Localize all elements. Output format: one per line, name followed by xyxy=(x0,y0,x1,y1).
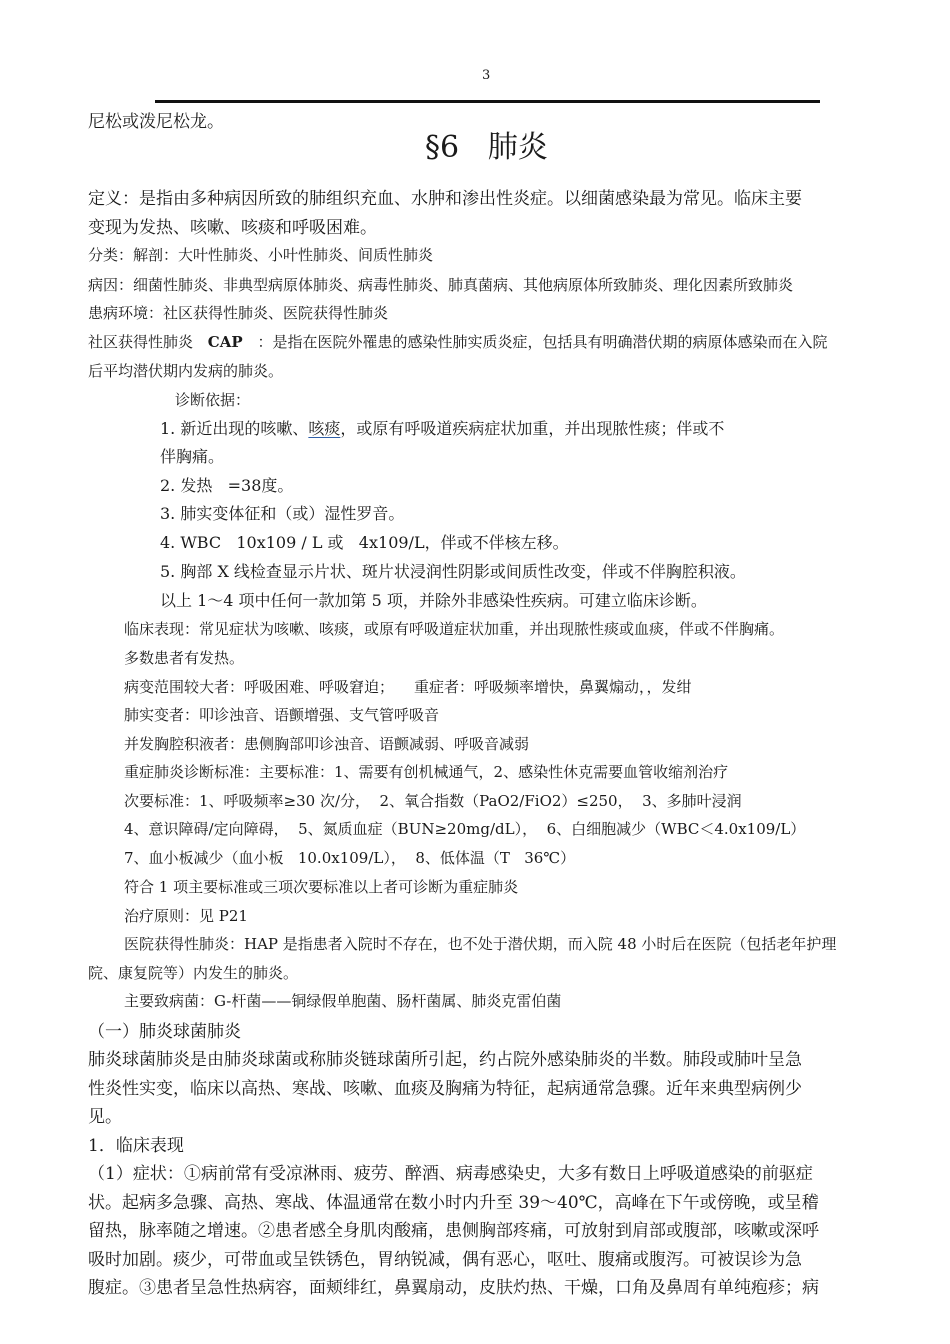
text-line: 治疗原则：见 P21 xyxy=(124,907,248,925)
text-line: 定义：是指由多种病因所致的肺组织充血、水肿和渗出性炎症。以细菌感染最为常见。临床主要 xyxy=(88,189,802,209)
text-line xyxy=(88,331,827,352)
text-line: 院、康复院等）内发生的肺炎。 xyxy=(88,964,299,982)
text-line: （1）症状：①病前常有受凉淋雨、疲劳、醉酒、病毒感染史，大多有数日上呼吸道感染的前驱症 xyxy=(88,1164,813,1184)
text-line: 后平均潜伏期内发病的肺炎。 xyxy=(88,362,284,380)
header-rule xyxy=(155,100,820,103)
text-line xyxy=(160,416,724,439)
text-line: 4、意识障碍/定向障碍， 5、氮质血症（BUN≥20mg/dL）， 6、白细胞减少（WBC＜4.0x109/L） xyxy=(124,820,806,838)
text-line: 并发胸腔积液者：患侧胸部叩诊浊音、语颤减弱、呼吸音减弱 xyxy=(124,735,530,753)
text-span: ：是指在医院外罹患的感染性肺实质炎症，包括具有明确潜伏期的病原体感染而在入院 xyxy=(257,333,828,351)
text-line: 诊断依据： xyxy=(175,391,251,409)
text-line: 见。 xyxy=(88,1107,122,1127)
text-line: 患病环境：社区获得性肺炎、医院获得性肺炎 xyxy=(88,304,389,322)
text-line: 病因：细菌性肺炎、非典型病原体肺炎、病毒性肺炎、肺真菌病、其他病原体所致肺炎、理化因素所致肺炎 xyxy=(88,276,794,294)
text-line: 符合 1 项主要标准或三项次要标准以上者可诊断为重症肺炎 xyxy=(124,878,519,896)
text-line: 临床表现：常见症状为咳嗽、咳痰，或原有呼吸道症状加重，并出现脓性痰或血痰，伴或不伴胸痛。 xyxy=(124,620,785,638)
text-line: 状。起病多急骤、高热、寒战、体温通常在数小时内升至 39～40℃，高峰在下午或傍晚，或呈稽 xyxy=(88,1193,819,1213)
text-line: 3. 肺实变体征和（或）湿性罗音。 xyxy=(160,504,405,523)
text-line: 变现为发热、咳嗽、咳痰和呼吸困难。 xyxy=(88,218,377,238)
text-span: 病变范围较大者：呼吸困难、呼吸窘迫； xyxy=(124,678,395,696)
text-span: 社区获得性肺炎 xyxy=(88,333,194,351)
text-line: 以上 1～4 项中任何一款加第 5 项，并除外非感染性疾病。可建立临床诊断。 xyxy=(160,591,707,610)
text-line: 重症肺炎诊断标准：主要标准：1、需要有创机械通气，2、感染性休克需要血管收缩剂治疗 xyxy=(124,763,729,781)
text-line: 性炎性实变，临床以高热、寒战、咳嗽、血痰及胸痛为特征，起病通常急骤。近年来典型病例少 xyxy=(88,1079,802,1099)
section-heading: §6 肺炎 xyxy=(425,130,548,165)
text-line: 肺炎球菌肺炎是由肺炎球菌或称肺炎链球菌所引起，约占院外感染肺炎的半数。肺段或肺叶呈急 xyxy=(88,1050,802,1070)
text-line: 吸时加剧。痰少，可带血或呈铁锈色，胃纳锐减，偶有恶心，呕吐、腹痛或腹泻。可被误诊为急 xyxy=(88,1250,802,1270)
text-line: 2. 发热 =38度。 xyxy=(160,476,294,495)
text-line: 伴胸痛。 xyxy=(160,447,225,466)
text-line: 次要标准：1、呼吸频率≥30 次/分， 2、氧合指数（PaO2/FiO2）≤250， 3、多肺叶浸润 xyxy=(124,792,742,810)
text-span: ，或原有呼吸道疾病症状加重，并出现脓性痰；伴或不 xyxy=(340,419,725,438)
text-line: 5. 胸部 X 线检查显示片状、斑片状浸润性阴影或间质性改变，伴或不伴胸腔积液。 xyxy=(160,562,746,581)
text-line: 腹症。③患者呈急性热病容，面颊绯红，鼻翼扇动，皮肤灼热、干燥，口角及鼻周有单纯疱疹；病 xyxy=(88,1278,819,1298)
text-line xyxy=(124,676,692,697)
subsection-heading: 1．临床表现 xyxy=(88,1136,184,1156)
text-line: 多数患者有发热。 xyxy=(124,649,245,667)
cap-abbreviation: CAP xyxy=(207,333,243,351)
text-line: 7、血小板减少（血小板 10.0x109/L）， 8、低体温（T 36℃） xyxy=(124,849,576,867)
text-line: 主要致病菌：G-杆菌——铜绿假单胞菌、肠杆菌属、肺炎克雷伯菌 xyxy=(124,992,562,1010)
page-number: 3 xyxy=(482,68,491,83)
text-line: 4. WBC 10x109 / L 或 4x109/L，伴或不伴核左移。 xyxy=(160,533,569,552)
text-line: 留热，脉率随之增速。②患者感全身肌肉酸痛，患侧胸部疼痛，可放射到肩部或腹部，咳嗽或深呼 xyxy=(88,1221,819,1241)
text-line: 医院获得性肺炎：HAP 是指患者入院时不存在，也不处于潜伏期，而入院 48 小时后在医院（包括老年护理 xyxy=(124,935,837,953)
text-span: 重症者：呼吸频率增快，鼻翼煽动，，发绀 xyxy=(414,678,692,696)
subsection-heading: （一）肺炎球菌肺炎 xyxy=(88,1022,241,1042)
text-line: 肺实变者：叩诊浊音、语颤增强、支气管呼吸音 xyxy=(124,706,440,724)
underlined-word: 咳痰 xyxy=(308,419,341,438)
text-line: 尼松或泼尼松龙。 xyxy=(88,112,224,132)
text-span: 1. 新近出现的咳嗽、 xyxy=(160,419,309,438)
text-line: 分类：解剖：大叶性肺炎、小叶性肺炎、间质性肺炎 xyxy=(88,246,434,264)
